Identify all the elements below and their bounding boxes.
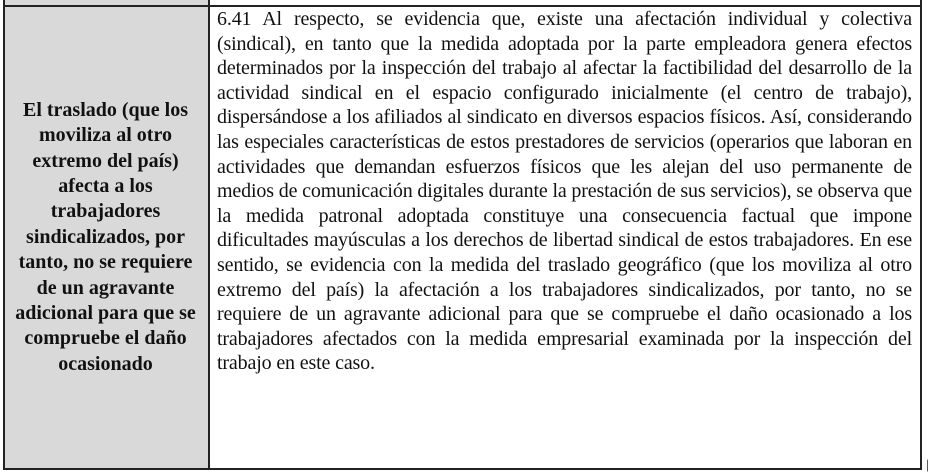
document-table [3, 0, 922, 470]
previous-row-left-cell [5, 0, 210, 5]
page-edge-mark: ▕ [920, 461, 928, 472]
table-row [5, 7, 920, 468]
row-header-text: El traslado (que los moviliza al otro extremo del país) afecta a los trabajadores sindicalizados, por tanto, no se requiere de un agravante adicional para que se compruebe el daño ocasionado [15, 98, 196, 375]
previous-table-row [5, 0, 920, 7]
row-content-cell [210, 7, 920, 468]
previous-row-right-cell [210, 0, 920, 5]
row-header-cell [5, 7, 210, 468]
paragraph-6-41: 6.41 Al respecto, se evidencia que, existe una afectación individual y colectiva (sindical), en tanto que la medida adoptada por la parte empleadora genera efectos determinados por la inspección del trabajo al afectar la factibilidad del desarrollo de la actividad sindical en el espacio configurado inicialmente (el centro de trabajo), dispersándose a los afiliados al sindicato en diversos espacios físicos. Así, considerando las especiales características de estos prestadores de servicios (operarios que laboran en actividades que demandan esfuerzos físicos que les alejan del uso permanente de medios de comunicación digitales durante la prestación de sus servicios), se observa que la medida patronal adoptada constituye una consecuencia factual que impone dificultades mayúsculas a los derechos de libertad sindical de estos trabajadores. En ese sentido, se evidencia con la medida del traslado geográfico (que los moviliza al otro extremo del país) la afectación a los trabajadores sindicalizados, por tanto, no se requiere de un agravante adicional para que se compruebe el daño ocasionado a los trabajadores afectados con la medida empresarial examinada por la inspección del trabajo en este caso. [217, 8, 912, 375]
